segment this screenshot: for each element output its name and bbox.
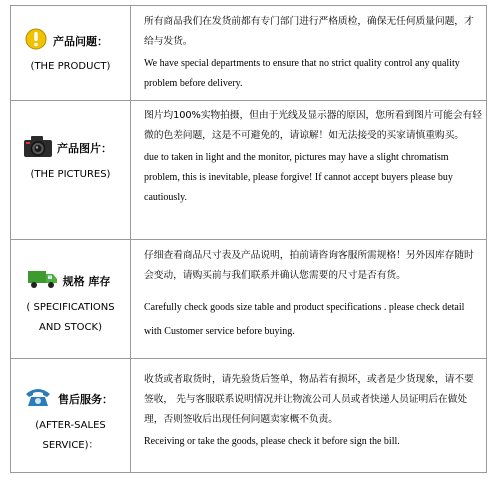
specifications-label-cell bbox=[11, 268, 130, 338]
description-en: We have special departments to ensure that no strict quality control any quality problem before delivery. bbox=[144, 58, 460, 89]
row-title: 规格 库存 bbox=[62, 275, 111, 288]
after-sales-description bbox=[144, 370, 482, 452]
product-label-cell bbox=[11, 28, 130, 76]
description-en: due to taken in light and the monitor, pictures may have a slight chromatism problem, this is inevitable, please forgive! If cannot accept buyers please buy cautiously. bbox=[144, 152, 453, 203]
row-subtitle: (THE PICTURES) bbox=[30, 169, 111, 180]
description-zh: 仔细查看商品尺寸表及产品说明，拍前请咨询客服所需规格！另外因库存随时会变动，请购买前与我们联系并确认您需要的尺寸是否有货。 bbox=[144, 250, 474, 281]
after-sales-label-cell bbox=[11, 386, 130, 456]
description-zh: 图片均100%实物拍摄，但由于光线及显示器的原因，您所看到图片可能会有轻微的色差问题，这是不可避免的，请谅解！如无法接受的买家请慎重购买。 bbox=[144, 110, 482, 141]
description-en: Carefully check goods size table and product specifications . please check detail with Customer service before buying. bbox=[144, 302, 465, 337]
row-subtitle: (AFTER-SALES SERVICE)： bbox=[35, 420, 106, 451]
row-subtitle: ( SPECIFICATIONS AND STOCK) bbox=[26, 302, 115, 333]
camera-icon bbox=[23, 134, 53, 164]
specifications-description bbox=[144, 246, 482, 344]
pictures-label-cell bbox=[11, 134, 130, 184]
truck-icon bbox=[27, 268, 59, 296]
row-subtitle: (THE PRODUCT) bbox=[30, 61, 111, 72]
row-title: 产品图片： bbox=[57, 142, 112, 155]
warning-icon bbox=[25, 28, 47, 56]
row-divider bbox=[11, 358, 486, 359]
description-zh: 收货或者取货时，请先验货后签单，物品若有损坏，或者是少货现象，请不要签收， 先与客服联系说明情况并让物流公司人员或者快递人员证明后在做处理，否则签收后出现任何问题卖家概不负责。 bbox=[144, 374, 474, 425]
telephone-icon bbox=[24, 386, 52, 414]
pictures-description bbox=[144, 106, 482, 208]
row-title: 售后服务： bbox=[58, 393, 113, 406]
row-title: 产品问题： bbox=[53, 35, 108, 48]
description-en: Receiving or take the goods, please check it before sign the bill. bbox=[144, 436, 400, 447]
row-divider bbox=[11, 239, 486, 240]
row-divider bbox=[11, 100, 486, 101]
description-zh: 所有商品我们在发货前都有专门部门进行严格质检，确保无任何质量问题，才给与发货。 bbox=[144, 16, 474, 47]
product-description bbox=[144, 12, 482, 94]
after-sales-info-table bbox=[10, 5, 487, 473]
